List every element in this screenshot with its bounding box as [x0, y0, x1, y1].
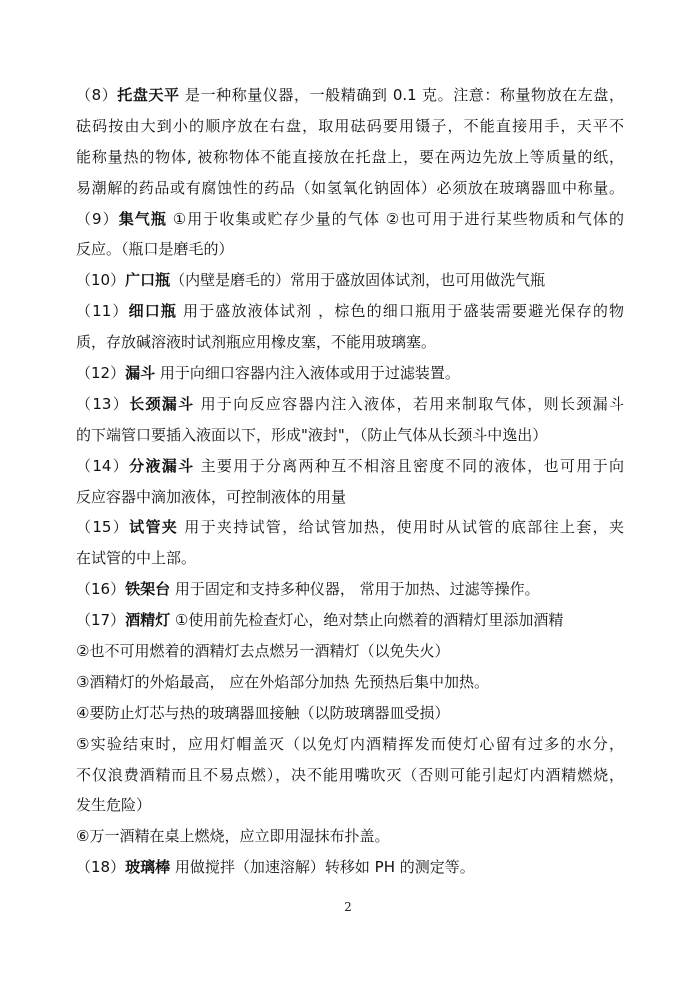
line-text: ③酒精灯的外焰最高， 应在外焰部分加热 先预热后集中加热。 — [76, 672, 489, 691]
entry-number: （16） — [76, 580, 126, 599]
line-text: （内壁是磨毛的）常用于盛放固体试剂，也可用做洗气瓶 — [170, 271, 546, 290]
entry-number: （14） — [76, 456, 130, 475]
instrument-term: 集气瓶 — [118, 209, 167, 228]
text-line — [76, 852, 624, 883]
entry-14 — [76, 451, 624, 513]
entry-17 — [76, 605, 624, 852]
text-line — [76, 543, 624, 574]
entry-number: （12） — [76, 364, 126, 383]
entry-number: （8） — [76, 86, 118, 104]
line-text: 用于夹持试管，给试管加热，使用时从试管的底部往上套，夹 — [178, 518, 624, 537]
text-line — [76, 327, 624, 358]
instrument-term: 玻璃棒 — [125, 858, 171, 877]
entry-number: （15） — [76, 518, 130, 537]
text-line — [76, 667, 624, 698]
text-line — [76, 574, 624, 605]
text-line — [76, 142, 624, 173]
instrument-term: 试管夹 — [129, 518, 179, 537]
line-text: 不仅浪费酒精而且不易点燃），决不能用嘴吹灭（否则可能引起灯内酒精燃烧， — [76, 765, 624, 784]
document-body — [76, 80, 624, 883]
instrument-term: 分液漏斗 — [129, 456, 195, 475]
line-text: 用于向细口容器内注入液体或用于过滤装置。 — [155, 364, 460, 383]
entry-9 — [76, 204, 624, 266]
instrument-term: 酒精灯 — [125, 611, 171, 630]
entry-15 — [76, 512, 624, 574]
line-text: ①使用前先检查灯心，绝对禁止向燃着的酒精灯里添加酒精 — [170, 611, 564, 630]
instrument-term: 细口瓶 — [128, 302, 178, 321]
entry-number: （18） — [76, 858, 126, 877]
text-line — [76, 512, 624, 543]
line-text: 反应。（瓶口是磨毛的） — [76, 240, 234, 259]
text-line — [76, 389, 624, 420]
line-text: ④要防止灯芯与热的玻璃器皿接触（以防玻璃器皿受损） — [76, 703, 450, 722]
entry-number: （11） — [76, 302, 129, 321]
text-line — [76, 80, 624, 111]
line-text: 反应容器中滴加液体，可控制液体的用量 — [76, 487, 347, 506]
text-line — [76, 790, 624, 821]
text-line — [76, 234, 624, 265]
entry-8 — [76, 80, 624, 204]
text-line — [76, 265, 624, 296]
instrument-term: 长颈漏斗 — [129, 394, 195, 413]
line-text: 质，存放碱溶液时试剂瓶应用橡皮塞，不能用玻璃塞。 — [76, 333, 437, 352]
line-text: 易潮解的药品或有腐蚀性的药品（如氢氧化钠固体）必须放在玻璃器皿中称量。 — [76, 178, 624, 197]
instrument-term: 铁架台 — [125, 580, 171, 599]
entry-number: （10） — [76, 271, 126, 290]
text-line — [76, 111, 624, 142]
text-line — [76, 204, 624, 235]
line-text: ⑤实验结束时，应用灯帽盖灭（以免灯内酒精挥发而使灯心留有过多的水分， — [76, 734, 624, 753]
entry-11 — [76, 296, 624, 358]
instrument-term: 托盘天平 — [117, 86, 180, 104]
line-text: 在试管的中上部。 — [76, 549, 197, 568]
entry-10 — [76, 265, 624, 296]
text-line — [76, 698, 624, 729]
line-text: 的下端管口要插入液面以下，形成"液封"，（防止气体从长颈斗中逸出） — [76, 425, 548, 444]
text-line — [76, 605, 624, 636]
entry-number: （9） — [76, 209, 119, 228]
text-line — [76, 173, 624, 204]
line-text: 能称量热的物体, 被称物体不能直接放在托盘上，要在两边先放上等质量的纸， — [76, 147, 624, 166]
entry-13 — [76, 389, 624, 451]
text-line — [76, 358, 624, 389]
instrument-term: 广口瓶 — [125, 271, 171, 290]
entry-number: （13） — [76, 394, 130, 413]
line-text: 用于盛放液体试剂 ，棕色的细口瓶用于盛装需要避光保存的物 — [177, 302, 624, 321]
instrument-term: 漏斗 — [125, 364, 156, 383]
line-text: 主要用于分离两种互不相溶且密度不同的液体，也可用于向 — [194, 456, 624, 475]
line-text: 砝码按由大到小的顺序放在右盘，取用砝码要用镊子，不能直接用手，天平不 — [76, 116, 624, 135]
line-text: 用做搅拌（加速溶解）转移如 PH 的测定等。 — [170, 858, 475, 877]
text-line — [76, 760, 624, 791]
line-text: 用于固定和支持多种仪器， 常用于加热、过滤等操作。 — [170, 580, 540, 599]
text-line — [76, 482, 624, 513]
line-text: 用于向反应容器内注入液体，若用来制取气体，则长颈漏斗 — [194, 394, 624, 413]
line-text: ②也不可用燃着的酒精灯去点燃另一酒精灯（以免失火） — [76, 642, 450, 661]
line-text: 是一种称量仪器，一般精确到 0.1 克。注意：称量物放在左盘， — [179, 86, 624, 104]
entry-number: （17） — [76, 611, 126, 630]
entry-12 — [76, 358, 624, 389]
text-line — [76, 451, 624, 482]
text-line — [76, 636, 624, 667]
entry-16 — [76, 574, 624, 605]
entry-18 — [76, 852, 624, 883]
text-line — [76, 420, 624, 451]
line-text: 发生危险） — [76, 796, 152, 815]
page-number: 2 — [344, 900, 352, 914]
line-text: ⑥万一酒精在桌上燃烧，应立即用湿抹布扑盖。 — [76, 827, 390, 846]
text-line — [76, 729, 624, 760]
line-text: ①用于收集或贮存少量的气体 ②也可用于进行某些物质和气体的 — [166, 209, 624, 228]
text-line — [76, 821, 624, 852]
text-line — [76, 296, 624, 327]
